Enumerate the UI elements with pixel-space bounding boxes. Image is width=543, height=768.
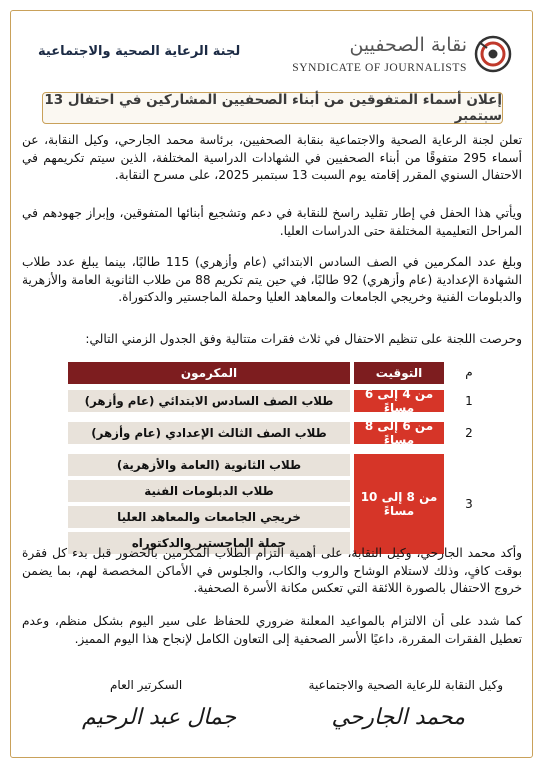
row-num: 2 (465, 426, 473, 440)
schedule-header-row (68, 362, 482, 384)
signatory-left-title: السكرتير العام (110, 678, 183, 692)
row-num: 3 (465, 497, 473, 511)
schedule-table (68, 362, 482, 558)
schedule-row-1 (68, 387, 482, 416)
schedule-row-3 (68, 454, 482, 558)
logo-arabic-text: نقابة الصحفيين (349, 34, 467, 56)
paragraph-counts: وبلغ عدد المكرمين في الصف السادس الابتدائي (عام وأزهري) 115 طالبًا، بينما يبلغ عدد طلاب الشهادة الإعدادية (عام وأزهري) 92 طالبًا، في حين يتم تكريم 88 من طلاب الثانوية العامة والأزهرية والدبلومات الفنية وخريجي الجامعات والمعاهد العليا وحملة الماجستير والدكتوراة. (22, 255, 523, 304)
syndicate-emblem-icon (473, 34, 513, 74)
honoree-cell: خريجي الجامعات والمعاهد العليا (68, 506, 350, 528)
honoree-cell: طلاب الثانوية (العامة والأزهرية) (68, 454, 350, 476)
row-time: من 4 إلى 6 مساءً (354, 390, 444, 412)
honoree-cell: حملة الماجستير والدكتوراه (68, 532, 350, 554)
paragraph-punctuality: كما شدد على أن الالتزام بالمواعيد المعلنة ضروري للحفاظ على سير اليوم بشكل منظم، وعدم تعطيل الفقرات المقررة، داعيًا الأسر الصحفية إلى التعاون الكامل لإنجاح هذا اليوم المميز. (22, 614, 522, 646)
syndicate-logo (283, 28, 513, 82)
announcement-title-bar (42, 92, 503, 124)
row-time: من 6 إلى 8 مساءً (354, 422, 444, 444)
announcement-title: إعلان أسماء المتفوقين من أبناء الصحفيين المشاركين في احتفال 13 سبتمبر (44, 92, 502, 124)
signature-right: محمد الجارحي (331, 705, 465, 730)
honoree-cell: طلاب الصف الثالث الإعدادي (عام وأزهر) (68, 422, 350, 444)
paragraph-tradition: ويأتي هذا الحفل في إطار تقليد راسخ للنقابة في دعم وتشجيع أبنائها المتفوقين، وإبراز جهودهم في المراحل التعليمية المختلفة حتى الدراسات العليا. (22, 206, 522, 238)
logo-english-text: SYNDICATE OF JOURNALISTS (292, 62, 467, 74)
paragraph-schedule-intro: وحرصت اللجنة على تنظيم الاحتفال في ثلاث فقرات متتالية وفق الجدول الزمني التالي: (85, 332, 522, 346)
committee-name: لجنة الرعاية الصحية والاجتماعية (38, 44, 241, 59)
header-honorees: المكرمون (68, 362, 350, 384)
header-num: م (465, 365, 473, 379)
row-honorees (68, 454, 350, 558)
row-num: 1 (465, 394, 473, 408)
schedule-row-2 (68, 419, 482, 448)
row-time: من 8 إلى 10 مساءً (354, 454, 444, 554)
row-honorees (68, 390, 350, 416)
signatory-right-title: وكيل النقابة للرعاية الصحية والاجتماعية (308, 678, 503, 692)
header-time: التوقيت (354, 362, 444, 384)
paragraph-attendance: وأكد محمد الجارحي، وكيل النقابة، على أهمية التزام الطلاب المكرمين بالحضور قبل بدء كل فقرة بوقت كافٍ، وذلك لاستلام الوشاح والروب والكاب، والجلوس في الأماكن المخصصة لهم، بما يضمن خروج الاحتفال بالصورة اللائقة التي تعكس مكانة الأسرة الصحفية. (22, 546, 522, 595)
row-honorees (68, 422, 350, 448)
honoree-cell: طلاب الدبلومات الفنية (68, 480, 350, 502)
signature-left: جمال عبد الرحيم (82, 705, 237, 730)
honoree-cell: طلاب الصف السادس الابتدائي (عام وأزهر) (68, 390, 350, 412)
paragraph-intro: تعلن لجنة الرعاية الصحية والاجتماعية بنقابة الصحفيين، برئاسة محمد الجارحي، وكيل النقابة، عن أسماء 295 متفوقًا من أبناء الصحفيين في الشهادات الدراسية المختلفة، الذين سيتم تكريمهم في الاحتفال السنوي المقرر إقامته يوم السبت 13 سبتمبر 2025، على مسرح النقابة. (22, 133, 522, 182)
